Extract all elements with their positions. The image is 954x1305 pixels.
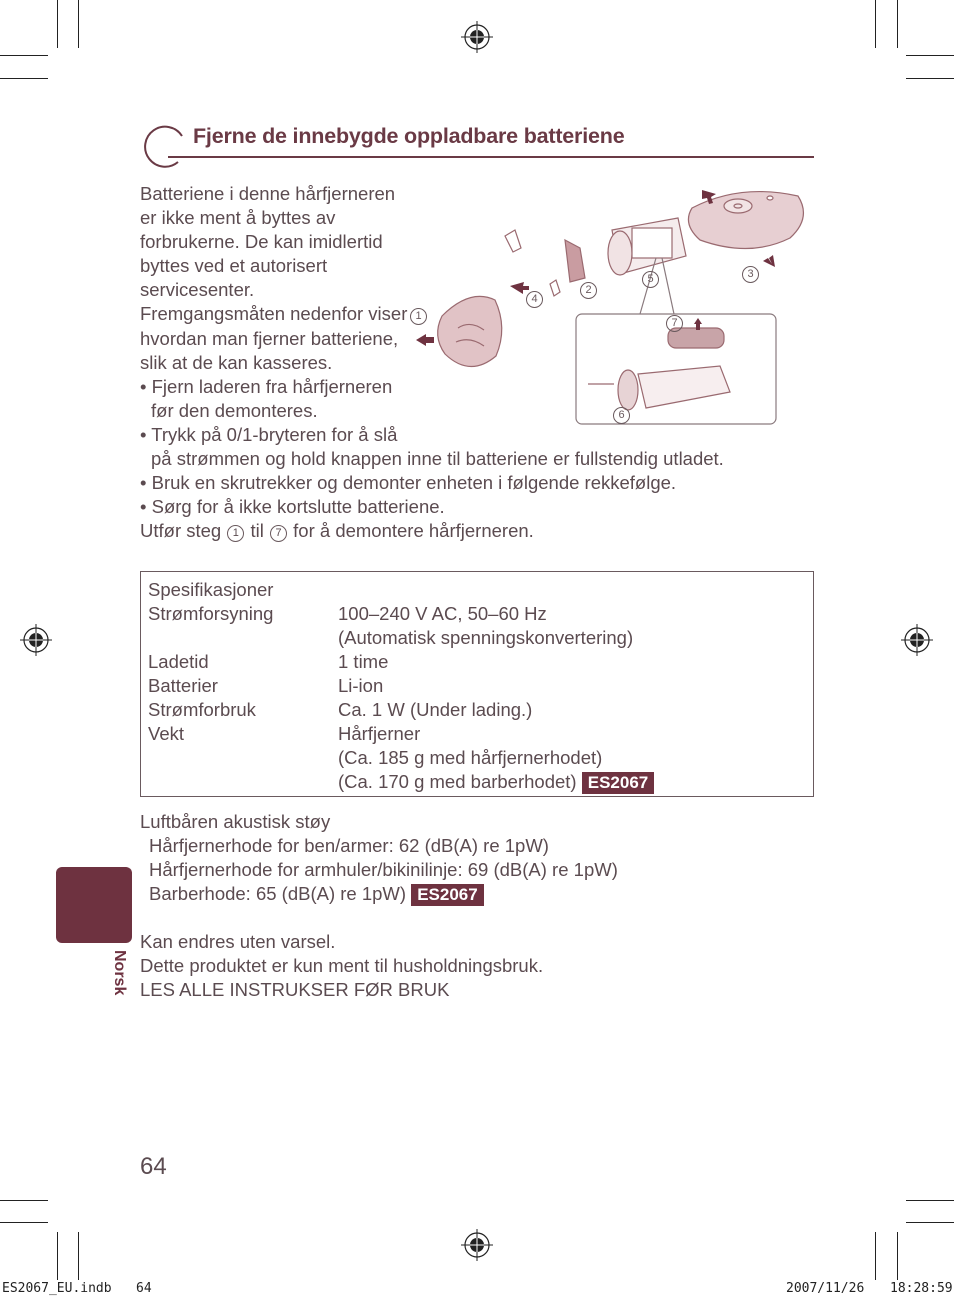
spec-value: (Automatisk spenningskonvertering): [338, 627, 634, 648]
registration-mark-bottom-icon: [461, 1229, 493, 1261]
intro-line: hvordan man fjerner batteriene,: [140, 327, 399, 349]
diagram-labels: [400, 178, 812, 428]
intro-line: • Bruk en skrutrekker og demonter enheten i følgende rekkefølge.: [140, 472, 677, 494]
registration-mark-left-icon: [20, 624, 52, 656]
language-label: Norsk: [111, 950, 128, 996]
step-number-badge: 7: [270, 525, 287, 542]
section-title: Fjerne de innebygde oppladbare batteriene: [193, 124, 625, 148]
note-line: Kan endres uten varsel.: [140, 931, 336, 952]
title-underline: [168, 156, 814, 158]
step-label-5: 5: [642, 271, 659, 288]
intro-line: servicesenter.: [140, 279, 255, 301]
step-label-6: 6: [613, 407, 630, 424]
section-marker-icon: [138, 124, 188, 170]
noise-line: Hårfjernerhode for ben/armer: 62 (dB(A) re 1pW): [149, 835, 549, 857]
note-line: Dette produktet er kun ment til husholdningsbruk.: [140, 955, 544, 977]
step-label-7: 7: [666, 315, 683, 332]
intro-line: før den demonteres.: [151, 399, 318, 421]
noise-line: Hårfjernerhode for armhuler/bikinilinje: 69 (dB(A) re 1pW): [149, 859, 618, 881]
spec-label: Strømforbruk: [148, 699, 256, 720]
footer-page: 64: [136, 1281, 152, 1296]
intro-line: • Fjern laderen fra hårfjerneren: [140, 375, 393, 397]
notes-section: [140, 930, 820, 1002]
model-badge: ES2067: [411, 884, 484, 906]
spec-value: Li-ion: [338, 675, 384, 696]
spec-value: (Ca. 185 g med hårfjernerhodet): [338, 747, 603, 768]
intro-line: Batteriene i denne hårfjerneren: [140, 183, 396, 204]
registration-mark-right-icon: [901, 624, 933, 656]
intro-line: forbrukerne. De kan imidlertid: [140, 231, 383, 253]
intro-line: slik at de kan kasseres.: [140, 351, 333, 373]
noise-line: Barberhode: 65 (dB(A) re 1pW) ES2067: [140, 882, 820, 906]
intro-line: på strømmen og hold knappen inne til batteriene er fullstendig utladet.: [151, 448, 724, 469]
note-line: LES ALLE INSTRUKSER FØR BRUK: [140, 979, 450, 1001]
spec-label: Strømforsyning: [148, 603, 274, 624]
intro-line: Fremgangsmåten nedenfor viser: [140, 303, 408, 325]
intro-line: • Sørg for å ikke kortslutte batteriene.: [140, 496, 445, 518]
spec-label: Vekt: [148, 723, 184, 744]
registration-mark-top-icon: [461, 21, 493, 53]
intro-line: • Trykk på 0/1-bryteren for å slå: [140, 423, 398, 445]
spec-value: 100–240 V AC, 50–60 Hz: [338, 603, 547, 624]
step-label-3: 3: [742, 266, 759, 283]
steps-line: Utfør steg 1 til 7 for å demontere hårfjerneren.: [140, 520, 534, 542]
spec-label: Batterier: [148, 675, 218, 696]
spec-heading: Spesifikasjoner: [148, 579, 274, 600]
spec-label: Ladetid: [148, 651, 209, 672]
spec-value: Ca. 1 W (Under lading.): [338, 699, 533, 720]
noise-heading: Luftbåren akustisk støy: [140, 811, 331, 832]
footer-time: 18:28:59: [890, 1281, 953, 1296]
noise-section: [140, 810, 820, 906]
intro-line: byttes ved et autorisert: [140, 255, 328, 277]
bullet-text: [140, 447, 820, 543]
language-tab: [56, 867, 132, 943]
step-number-badge: 1: [227, 525, 244, 542]
spec-value: 1 time: [338, 651, 389, 672]
footer-date: 2007/11/26: [786, 1281, 865, 1296]
step-label-2: 2: [580, 282, 597, 299]
spec-value-with-badge: (Ca. 170 g med barberhodet) ES2067: [338, 771, 654, 794]
step-label-1: 1: [410, 308, 427, 325]
model-badge: ES2067: [582, 772, 655, 794]
page-number: 64: [140, 1153, 167, 1180]
footer-file: ES2067_EU.indb: [2, 1281, 112, 1296]
spec-value: Hårfjerner: [338, 723, 421, 744]
step-label-4: 4: [526, 291, 543, 308]
intro-line: er ikke ment å byttes av: [140, 207, 336, 229]
